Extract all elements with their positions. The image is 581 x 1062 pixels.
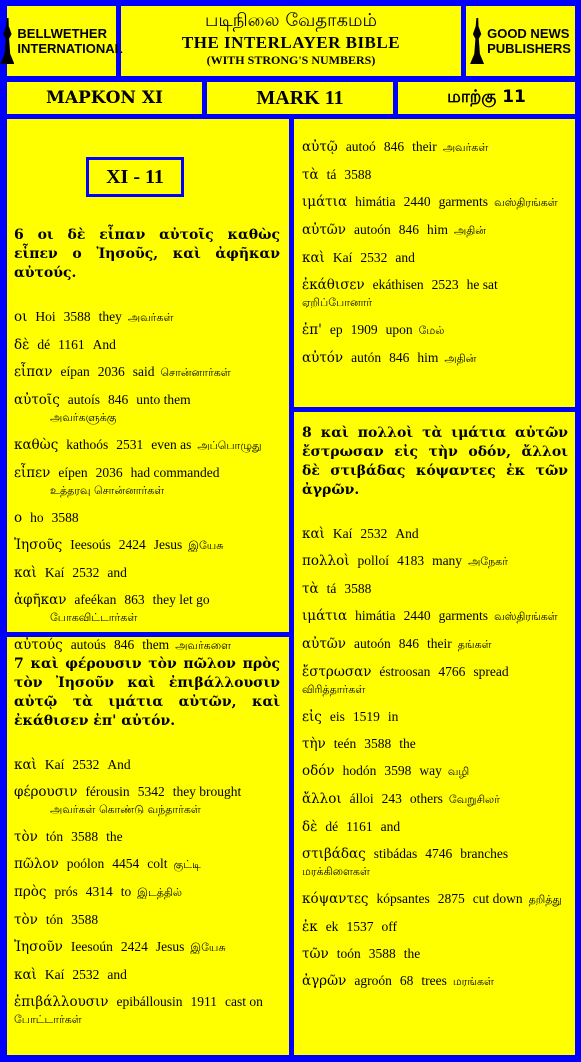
- word-row: [302, 138, 568, 157]
- english-gloss: he sat: [466, 277, 498, 292]
- greek-word: εἰς: [302, 709, 322, 725]
- word-row: [302, 321, 568, 340]
- transliteration: autoís: [67, 392, 101, 407]
- word-row: [14, 993, 280, 1029]
- strongs-number: 68: [399, 973, 414, 988]
- transliteration: autón: [351, 350, 382, 365]
- transliteration: kópsantes: [376, 891, 430, 906]
- word-row: [302, 221, 568, 240]
- transliteration: tón: [45, 912, 64, 927]
- tamil-gloss: அதின்: [454, 224, 486, 237]
- greek-word: Ἰησοῦν: [14, 939, 63, 955]
- word-row: [302, 166, 568, 184]
- transliteration: Hoi: [35, 309, 56, 324]
- transliteration: kathoós: [66, 437, 109, 452]
- transliteration: autoús: [70, 637, 106, 652]
- greek-word: φέρουσιν: [14, 784, 78, 800]
- greek-word: ιμάτια: [302, 194, 348, 210]
- left-logo-line2: INTERNATIONAL: [17, 41, 123, 56]
- tamil-gloss: உத்தரவு சொன்னார்கள்: [50, 484, 165, 497]
- verse7-words: [14, 756, 280, 1029]
- word-row: [14, 391, 280, 427]
- strongs-number: 3588: [344, 167, 372, 182]
- strongs-number: 2036: [97, 364, 125, 379]
- verse6-content: [14, 226, 280, 664]
- greek-word: ἀφῆκαν: [14, 592, 67, 608]
- strongs-number: 3588: [71, 829, 99, 844]
- transliteration: álloi: [349, 791, 374, 806]
- strongs-number: 863: [124, 592, 145, 607]
- word-row: [14, 564, 280, 582]
- tamil-gloss: அவர்கள்: [127, 311, 174, 324]
- strongs-number: 2440: [403, 608, 431, 623]
- word-row: [14, 966, 280, 984]
- strongs-number: 846: [398, 222, 420, 237]
- greek-word: τὰ: [302, 581, 319, 597]
- english-gloss: And: [395, 526, 419, 541]
- verse6-text: 6 οι δὲ εἶπαν αὐτοῖς καθὼς εἶπεν ο Ἰησοῦς, καὶ ἀφῆκαν αὐτούς.: [14, 227, 280, 281]
- english-gloss: in: [387, 709, 399, 724]
- tamil-gloss: போகவிட்டார்கள்: [50, 611, 138, 624]
- greek-word: αὐτούς: [14, 637, 63, 653]
- transliteration: eípen: [58, 465, 88, 480]
- strongs-number: 2532: [360, 250, 388, 265]
- tamil-gloss: ஏறிப்போனார்: [302, 296, 373, 309]
- verse7b-content: [302, 138, 568, 377]
- verse7-text: 7 καὶ φέρουσιν τὸν πῶλον πρὸς τὸν Ἰησοῦν καὶ ἐπιβάλλουσιν αὐτῷ τὰ ιμάτια αὐτῶν, καὶ ἐκάθισεν ἐπ' αὐτόν.: [14, 656, 280, 729]
- tamil-gloss: இயேசு: [188, 539, 224, 552]
- strongs-number: 4454: [112, 856, 140, 871]
- greek-word: πολλοὶ: [302, 553, 350, 569]
- tamil-gloss: அதின்: [444, 352, 477, 365]
- english-gloss: upon: [385, 322, 413, 337]
- greek-word: τὸν: [14, 829, 38, 845]
- greek-word: ἀγρῶν: [302, 973, 347, 989]
- strongs-number: 2440: [403, 194, 431, 209]
- word-row: [302, 708, 568, 726]
- left-logo-line1: BELLWETHER: [17, 26, 107, 41]
- english-gloss: And: [107, 757, 131, 772]
- word-row: [14, 828, 280, 846]
- english-gloss: off: [381, 919, 397, 934]
- english-gloss: colt: [147, 856, 168, 871]
- greek-word: ἐκ: [302, 919, 318, 935]
- book-english: [204, 79, 396, 117]
- greek-word: καὶ: [14, 967, 37, 983]
- word-row: [14, 308, 280, 327]
- strongs-number: 846: [108, 392, 129, 407]
- tamil-gloss: இயேசு: [190, 941, 226, 954]
- word-row: [14, 436, 280, 455]
- book-tamil: [395, 79, 578, 117]
- english-gloss: and: [380, 819, 401, 834]
- word-row: [302, 890, 568, 909]
- word-row: [14, 883, 280, 902]
- word-row: [302, 276, 568, 312]
- right-logo-line1: GOOD NEWS: [487, 26, 570, 41]
- strongs-number: 3588: [71, 912, 99, 927]
- verse7-content: [14, 655, 280, 1038]
- transliteration: dé: [325, 819, 339, 834]
- greek-word: αὐτῶν: [302, 636, 347, 652]
- transliteration: prós: [54, 884, 78, 899]
- greek-word: ἄλλοι: [302, 791, 342, 807]
- english-gloss: they: [98, 309, 122, 324]
- word-row: [302, 607, 568, 626]
- transliteration: stibádas: [373, 846, 418, 861]
- word-row: [14, 536, 280, 555]
- verse7b-words: [302, 138, 568, 368]
- tamil-gloss: அப்பொழுது: [197, 439, 262, 452]
- strongs-number: 3588: [364, 736, 392, 751]
- english-gloss: way: [419, 763, 442, 778]
- greek-word: τὸν: [14, 912, 38, 928]
- title-box: [118, 3, 464, 79]
- transliteration: tá: [326, 167, 337, 182]
- tamil-gloss: தறித்து: [528, 893, 562, 906]
- english-gloss: garments: [438, 608, 489, 623]
- bellwether-logo: [0, 18, 122, 64]
- book-greek: [4, 79, 205, 117]
- transliteration: teén: [333, 736, 357, 751]
- word-row: [14, 464, 280, 500]
- word-row: [302, 818, 568, 836]
- strongs-number: 4766: [438, 664, 466, 679]
- strongs-number: 2875: [437, 891, 465, 906]
- tamil-gloss: மரக்கிளைகள்: [302, 865, 370, 878]
- strongs-number: 4183: [397, 553, 425, 568]
- greek-word: πρὸς: [14, 884, 47, 900]
- transliteration: autoó: [345, 139, 376, 154]
- tamil-gloss: சொன்னார்கள்: [160, 366, 231, 379]
- word-row: [302, 972, 568, 991]
- transliteration: dé: [37, 337, 51, 352]
- transliteration: autoón: [354, 636, 391, 651]
- word-row: [302, 762, 568, 781]
- transliteration: autoón: [354, 222, 391, 237]
- transliteration: Kaí: [332, 526, 353, 541]
- transliteration: hodón: [342, 763, 377, 778]
- greek-word: τὰ: [302, 167, 319, 183]
- transliteration: afeékan: [74, 592, 117, 607]
- tamil-gloss: இடத்தில்: [137, 886, 183, 899]
- transliteration: Ieesoún: [70, 939, 113, 954]
- tamil-gloss: வேறுசிலர்: [448, 793, 500, 806]
- tamil-gloss: மேல்: [418, 324, 445, 337]
- english-gloss: them: [142, 637, 170, 652]
- strongs-number: 1161: [58, 337, 85, 352]
- transliteration: férousin: [85, 784, 130, 799]
- transliteration: himátia: [355, 608, 396, 623]
- greek-word: αὐτοῖς: [14, 392, 60, 408]
- greek-word: δὲ: [14, 337, 30, 353]
- english-gloss: others: [409, 791, 443, 806]
- strongs-number: 3588: [51, 510, 79, 525]
- strongs-number: 2424: [118, 537, 146, 552]
- chapter-label: XI - 11: [86, 157, 184, 197]
- transliteration: Kaí: [44, 757, 65, 772]
- word-row: [302, 635, 568, 654]
- greek-word: ἔστρωσαν: [302, 664, 372, 680]
- word-row: [302, 918, 568, 936]
- transliteration: poólon: [66, 856, 105, 871]
- english-gloss: branches: [460, 846, 509, 861]
- word-row: [14, 756, 280, 774]
- english-gloss: and: [107, 565, 127, 580]
- tamil-gloss: அநேகர்: [468, 555, 508, 568]
- shepherd-figure-icon: [470, 18, 484, 64]
- transliteration: agroón: [354, 973, 392, 988]
- strongs-number: 3598: [384, 763, 412, 778]
- strongs-number: 2532: [72, 757, 100, 772]
- word-row: [302, 193, 568, 212]
- english-gloss: many: [432, 553, 463, 568]
- transliteration: eis: [329, 709, 345, 724]
- tamil-gloss: தங்கள்: [457, 638, 492, 651]
- english-gloss: had commanded: [130, 465, 220, 480]
- strongs-number: 1909: [350, 322, 378, 337]
- word-row: [14, 855, 280, 874]
- transliteration: tón: [45, 829, 64, 844]
- strongs-number: 846: [389, 350, 410, 365]
- title-tamil: படிநிலை வேதாகமம்: [205, 10, 377, 31]
- book-tamil-label: மாற்கு 11: [447, 87, 526, 107]
- strongs-number: 4314: [85, 884, 113, 899]
- strongs-number: 1519: [352, 709, 380, 724]
- word-row: [14, 336, 280, 354]
- tamil-gloss: வஸ்திரங்கள்: [494, 610, 558, 623]
- english-gloss: cut down: [472, 891, 523, 906]
- transliteration: éstroosan: [379, 664, 431, 679]
- tamil-gloss: போட்டார்கள்: [14, 1013, 82, 1026]
- greek-word: καθὼς: [14, 437, 59, 453]
- word-row: [302, 552, 568, 571]
- greek-word: καὶ: [302, 526, 325, 542]
- left-logo-box: [4, 3, 123, 79]
- greek-word: τῶν: [302, 946, 329, 962]
- greek-word: αὐτόν: [302, 350, 344, 366]
- english-gloss: garments: [438, 194, 489, 209]
- shepherd-figure-icon: [0, 18, 14, 64]
- english-gloss: And: [92, 337, 116, 352]
- word-row: [302, 249, 568, 267]
- greek-word: τὴν: [302, 736, 326, 752]
- strongs-number: 4746: [425, 846, 453, 861]
- word-row: [302, 735, 568, 753]
- english-gloss: trees: [421, 973, 447, 988]
- transliteration: polloí: [357, 553, 390, 568]
- english-gloss: their: [427, 636, 452, 651]
- word-row: [14, 591, 280, 627]
- greek-word: ο: [14, 510, 23, 526]
- word-row: [14, 783, 280, 819]
- transliteration: Kaí: [44, 967, 65, 982]
- tamil-gloss: அவர்களுக்கு: [50, 411, 117, 424]
- verse8-content: [302, 424, 568, 1000]
- tamil-gloss: விரித்தார்கள்: [302, 683, 366, 696]
- strongs-number: 1537: [346, 919, 374, 934]
- strongs-number: 846: [398, 636, 420, 651]
- transliteration: ep: [329, 322, 343, 337]
- greek-word: Ἰησοῦς: [14, 537, 63, 553]
- tamil-gloss: குட்டி: [173, 858, 201, 871]
- english-gloss: they let go: [152, 592, 210, 607]
- greek-word: δὲ: [302, 819, 318, 835]
- transliteration: epibállousin: [116, 994, 183, 1009]
- greek-word: πῶλον: [14, 856, 59, 872]
- verse6-words: [14, 308, 280, 655]
- strongs-number: 3588: [368, 946, 396, 961]
- tamil-gloss: அவர்கள்: [442, 141, 489, 154]
- greek-word: ἐπιβάλλουσιν: [14, 994, 109, 1010]
- greek-word: εἶπεν: [14, 465, 51, 481]
- strongs-number: 846: [383, 139, 405, 154]
- english-gloss: the: [106, 829, 123, 844]
- transliteration: eípan: [60, 364, 90, 379]
- english-gloss: cast on: [225, 994, 263, 1009]
- transliteration: toón: [336, 946, 361, 961]
- book-greek-label: ΜΑΡΚΟΝ XI: [46, 88, 163, 108]
- transliteration: ek: [325, 919, 339, 934]
- transliteration: Kaí: [332, 250, 353, 265]
- strongs-number: 2532: [72, 565, 100, 580]
- transliteration: ho: [30, 510, 44, 525]
- transliteration: tá: [326, 581, 337, 596]
- book-english-label: MARK 11: [256, 86, 344, 109]
- english-gloss: and: [107, 967, 127, 982]
- greek-word: οι: [14, 309, 28, 325]
- tamil-gloss: வஸ்திரங்கள்: [494, 196, 558, 209]
- greek-word: καὶ: [302, 250, 325, 266]
- strongs-number: 2532: [360, 526, 388, 541]
- strongs-number: 2523: [431, 277, 459, 292]
- right-logo-line2: PUBLISHERS: [487, 41, 571, 56]
- english-gloss: spread: [473, 664, 509, 679]
- word-row: [14, 509, 280, 527]
- strongs-number: 2531: [116, 437, 144, 452]
- english-gloss: their: [412, 139, 437, 154]
- transliteration: ekáthisen: [372, 277, 424, 292]
- english-gloss: unto them: [136, 392, 191, 407]
- strongs-number: 3588: [63, 309, 91, 324]
- strongs-number: 3588: [344, 581, 372, 596]
- english-gloss: the: [403, 946, 421, 961]
- title-sub: (WITH STRONG'S NUMBERS): [206, 53, 376, 67]
- strongs-number: 1911: [190, 994, 217, 1009]
- english-gloss: the: [399, 736, 416, 751]
- strongs-number: 1161: [346, 819, 373, 834]
- english-gloss: him: [427, 222, 449, 237]
- greek-word: ἐπ': [302, 322, 322, 338]
- word-row: [14, 911, 280, 929]
- strongs-number: 2036: [95, 465, 123, 480]
- verse8-text: 8 καὶ πολλοὶ τὰ ιμάτια αὐτῶν ἔστρωσαν εἰς τὴν οδόν, ἄλλοι δὲ στιβάδας κόψαντες ἐκ τῶν ἀγρῶν.: [302, 425, 568, 498]
- english-gloss: to: [120, 884, 132, 899]
- greek-word: ιμάτια: [302, 608, 348, 624]
- word-row: [302, 580, 568, 598]
- greek-word: αὐτῷ: [302, 139, 338, 155]
- title-main: THE INTERLAYER BIBLE: [181, 33, 401, 52]
- english-gloss: even as: [151, 437, 192, 452]
- greek-word: οδόν: [302, 763, 335, 779]
- strongs-number: 2424: [120, 939, 148, 954]
- transliteration: himátia: [355, 194, 396, 209]
- greek-word: στιβάδας: [302, 846, 366, 862]
- tamil-gloss: வழி: [447, 765, 470, 778]
- tamil-gloss: அவர்கள் கொண்டு வந்தார்கள்: [50, 803, 201, 816]
- word-row: [302, 845, 568, 881]
- word-row: [302, 945, 568, 963]
- greek-word: καὶ: [14, 757, 37, 773]
- word-row: [302, 525, 568, 543]
- tamil-gloss: அவர்களை: [175, 639, 232, 652]
- strongs-number: 243: [381, 791, 402, 806]
- verse8-words: [302, 525, 568, 991]
- strongs-number: 846: [113, 637, 135, 652]
- greek-word: ἐκάθισεν: [302, 277, 365, 293]
- english-gloss: they brought: [172, 784, 242, 799]
- english-gloss: Jesus: [153, 537, 183, 552]
- greek-word: κόψαντες: [302, 891, 369, 907]
- strongs-number: 2532: [72, 967, 100, 982]
- english-gloss: him: [417, 350, 439, 365]
- word-row: [14, 363, 280, 382]
- strongs-number: 5342: [137, 784, 165, 799]
- english-gloss: and: [395, 250, 415, 265]
- greek-word: αὐτῶν: [302, 222, 347, 238]
- english-gloss: said: [132, 364, 155, 379]
- word-row: [302, 349, 568, 368]
- tamil-gloss: மரங்கள்: [452, 975, 494, 988]
- right-logo-box: [463, 3, 578, 79]
- good-news-logo: [470, 18, 571, 64]
- word-row: [14, 938, 280, 957]
- transliteration: Ieesoús: [70, 537, 111, 552]
- word-row: [302, 663, 568, 699]
- english-gloss: Jesus: [155, 939, 185, 954]
- greek-word: καὶ: [14, 565, 37, 581]
- greek-word: εἶπαν: [14, 364, 53, 380]
- transliteration: Kaí: [44, 565, 65, 580]
- word-row: [302, 790, 568, 809]
